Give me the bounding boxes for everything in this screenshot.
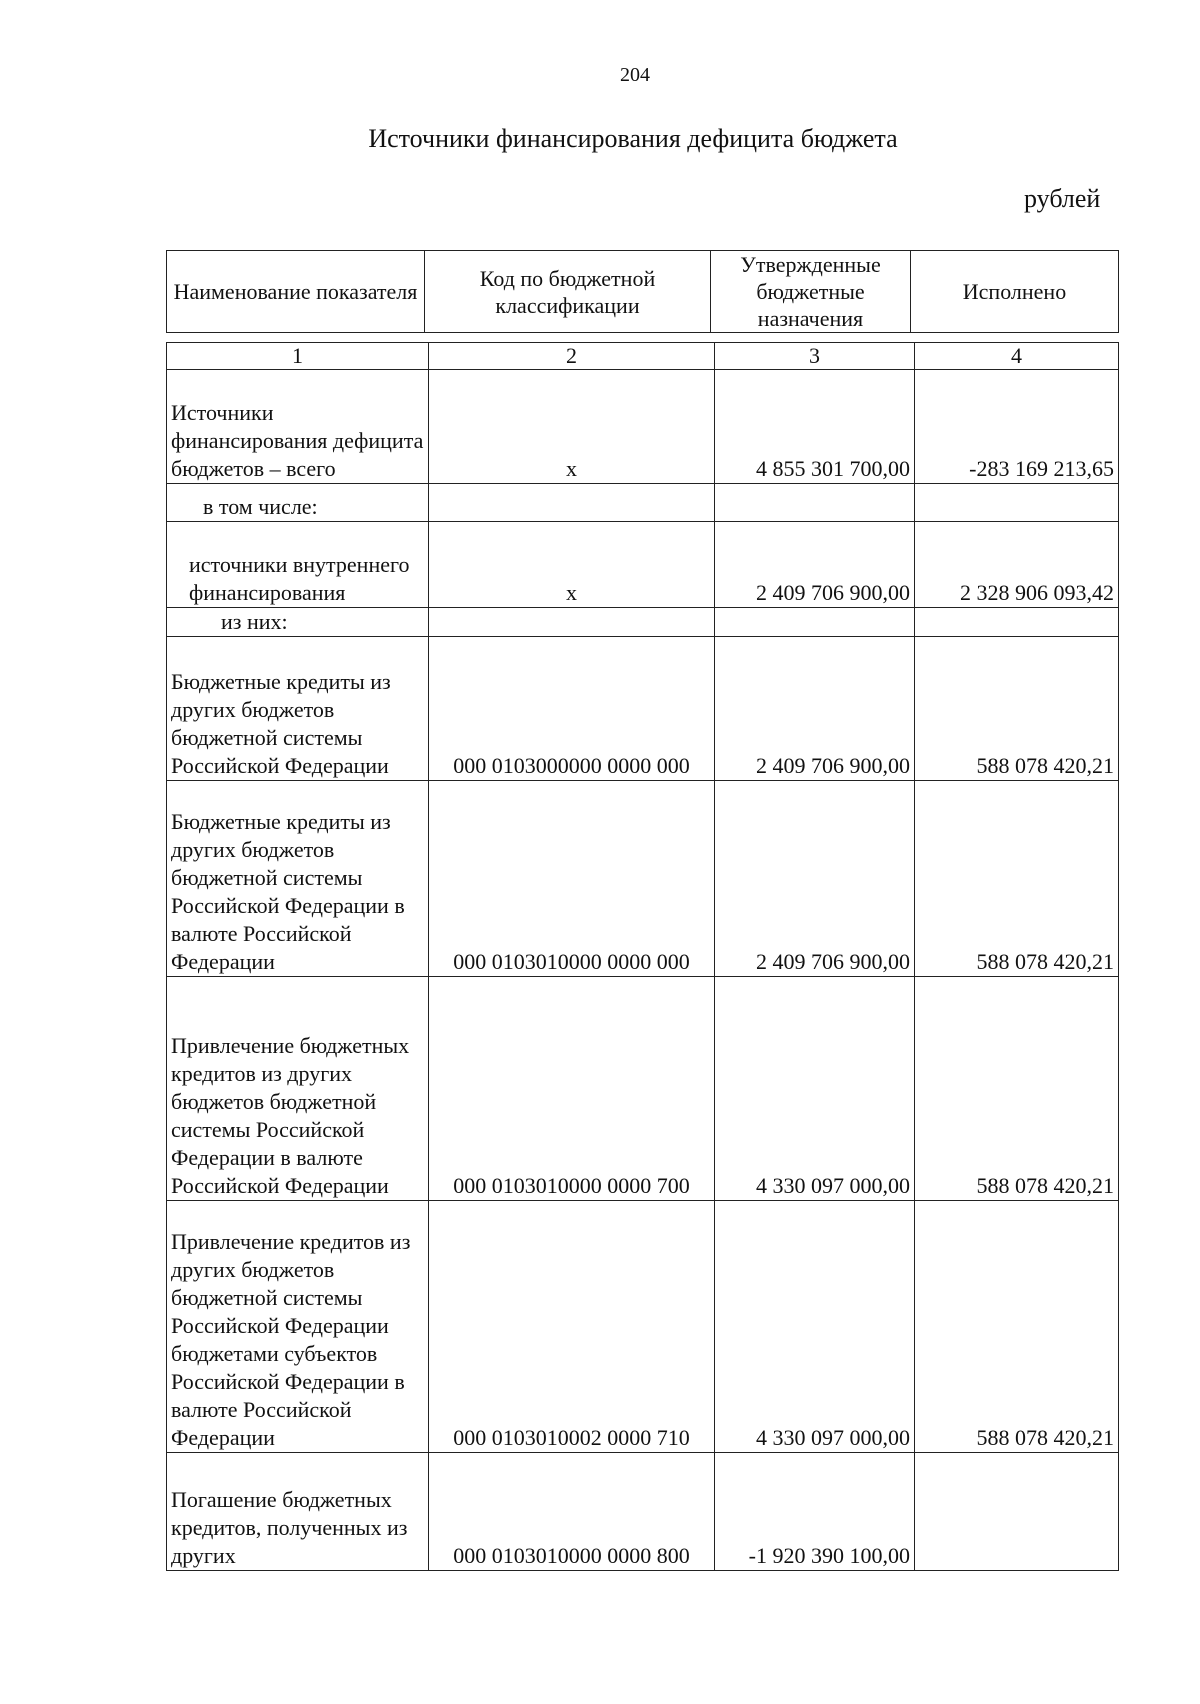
column-number: 4 (915, 343, 1119, 370)
row-approved: 2 409 706 900,00 (715, 637, 915, 781)
row-name: Источники финансирования дефицита бюджетов – всего (167, 370, 429, 484)
row-approved (715, 484, 915, 522)
row-executed: 588 078 420,21 (915, 781, 1119, 977)
row-executed (915, 608, 1119, 637)
column-number: 1 (167, 343, 429, 370)
row-executed (915, 1453, 1119, 1571)
row-executed: 588 078 420,21 (915, 1201, 1119, 1453)
table-row (167, 1201, 1119, 1453)
table-row (167, 608, 1119, 637)
row-approved (715, 608, 915, 637)
row-code (429, 484, 715, 522)
table-row (167, 781, 1119, 977)
row-approved: 4 330 097 000,00 (715, 1201, 915, 1453)
column-number-row (167, 343, 1119, 370)
data-table (166, 342, 1119, 1571)
table-row (167, 1453, 1119, 1571)
row-executed: -283 169 213,65 (915, 370, 1119, 484)
row-name: Привлечение кредитов из других бюджетов бюджетной системы Российской Федерации бюджетами субъектов Российской Федерации в валюте Российской Федерации (167, 1201, 429, 1453)
row-code: 000 0103010000 0000 000 (429, 781, 715, 977)
row-name: в том числе: (167, 484, 429, 522)
header-code: Код по бюджетной классификации (425, 251, 711, 333)
table-header (166, 250, 1119, 333)
row-name: Бюджетные кредиты из других бюджетов бюджетной системы Российской Федерации в валюте Российской Федерации (167, 781, 429, 977)
row-executed (915, 484, 1119, 522)
row-code: x (429, 370, 715, 484)
row-name: Привлечение бюджетных кредитов из других бюджетов бюджетной системы Российской Федерации в валюте Российской Федерации (167, 977, 429, 1201)
row-code: 000 0103010000 0000 700 (429, 977, 715, 1201)
table-row (167, 370, 1119, 484)
row-executed: 2 328 906 093,42 (915, 522, 1119, 608)
table-row (167, 522, 1119, 608)
row-approved: 4 855 301 700,00 (715, 370, 915, 484)
row-approved: -1 920 390 100,00 (715, 1453, 915, 1571)
column-number: 3 (715, 343, 915, 370)
row-code: 000 0103000000 0000 000 (429, 637, 715, 781)
header-name: Наименование показателя (167, 251, 425, 333)
row-executed: 588 078 420,21 (915, 977, 1119, 1201)
row-code: x (429, 522, 715, 608)
header-executed: Исполнено (911, 251, 1119, 333)
row-name: Бюджетные кредиты из других бюджетов бюджетной системы Российской Федерации (167, 637, 429, 781)
row-approved: 4 330 097 000,00 (715, 977, 915, 1201)
row-name: источники внутреннего финансирования (167, 522, 429, 608)
row-approved: 2 409 706 900,00 (715, 522, 915, 608)
row-approved: 2 409 706 900,00 (715, 781, 915, 977)
page-number: 204 (620, 64, 650, 86)
document-title: Источники финансирования дефицита бюджета (368, 124, 898, 153)
units-label: рублей (1024, 184, 1101, 213)
table-row (167, 977, 1119, 1201)
row-code (429, 608, 715, 637)
table-row (167, 637, 1119, 781)
row-name: Погашение бюджетных кредитов, полученных из других (167, 1453, 429, 1571)
table-row (167, 484, 1119, 522)
header-approved: Утвержденные бюджетные назначения (711, 251, 911, 333)
row-code: 000 0103010000 0000 800 (429, 1453, 715, 1571)
row-executed: 588 078 420,21 (915, 637, 1119, 781)
row-code: 000 0103010002 0000 710 (429, 1201, 715, 1453)
row-name: из них: (167, 608, 429, 637)
column-number: 2 (429, 343, 715, 370)
